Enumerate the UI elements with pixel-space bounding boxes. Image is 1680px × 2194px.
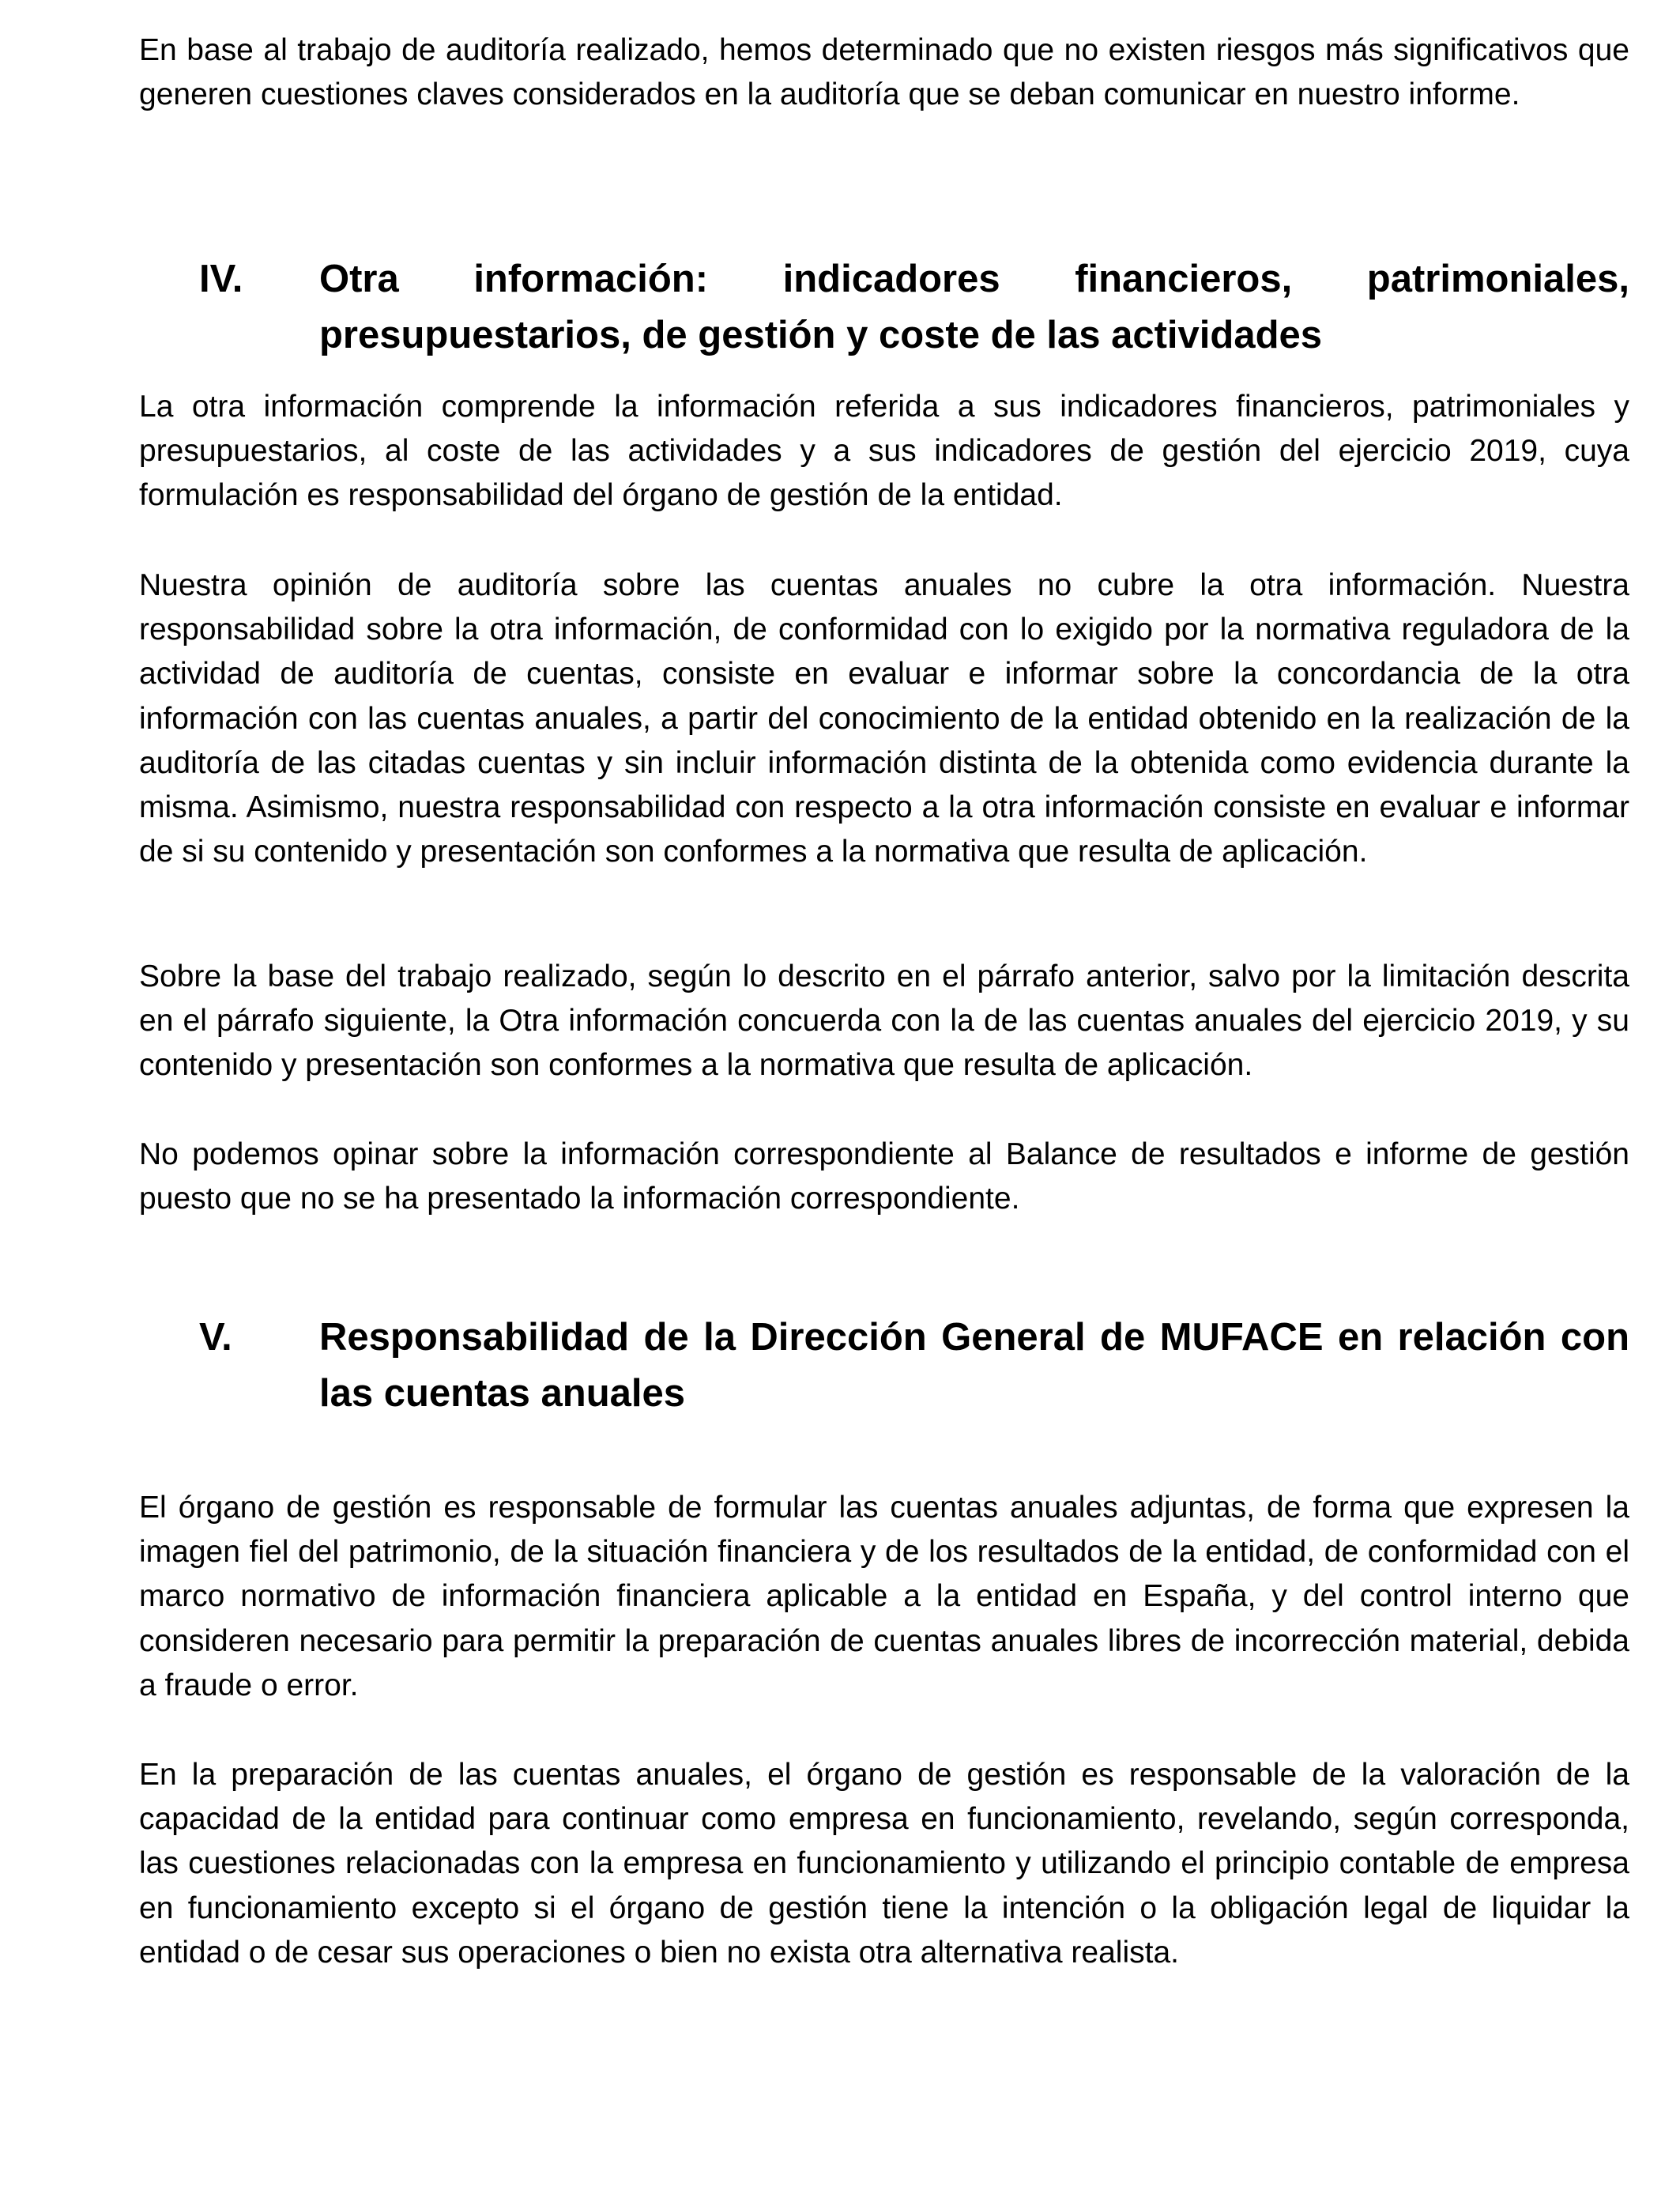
section-v-number: V.: [199, 1316, 232, 1359]
section-v-paragraph: El órgano de gestión es responsable de formular las cuentas anuales adjuntas, de forma que expresen la imagen fiel del patrimonio, de la situación financiera y de los resultados de la entidad, de conformidad con el marco normativo de información financiera aplicable a la entidad en España, y del control interno que consideren necesario para permitir la preparación de cuentas anuales libres de incorrección material, debida a fraude o error.: [139, 1491, 1629, 1702]
section-iv-paragraph: Nuestra opinión de auditoría sobre las cuentas anuales no cubre la otra información. Nuestra responsabilidad sobre la otra información, de conformidad con lo exigido por la normativa reguladora de la actividad de auditoría de cuentas, consiste en evaluar e informar sobre la concordancia de la otra información con las cuentas anuales, a partir del conocimiento de la entidad obtenido en la realización de la auditoría de las citadas cuentas y sin incluir información distinta de la obtenida como evidencia durante la misma. Asimismo, nuestra responsabilidad con respecto a la otra información consiste en evaluar e informar de si su contenido y presentación son conformes a la normativa que resulta de aplicación.: [139, 568, 1629, 869]
section-iv-paragraph: No podemos opinar sobre la información correspondiente al Balance de resultados e informe de gestión puesto que no se ha presentado la información correspondiente.: [139, 1137, 1629, 1216]
section-iv-heading: [139, 251, 1629, 364]
section-iv-paragraph: La otra información comprende la información referida a sus indicadores financieros, patrimoniales y presupuestarios, al coste de las actividades y a sus indicadores de gestión del ejercicio 2019, cuya formulación es responsabilidad del órgano de gestión de la entidad.: [139, 390, 1629, 513]
section-iv-paragraph: Sobre la base del trabajo realizado, según lo descrito en el párrafo anterior, salvo por la limitación descrita en el párrafo siguiente, la Otra información concuerda con la de las cuentas anuales del ejercicio 2019, y su contenido y presentación son conformes a la normativa que resulta de aplicación.: [139, 959, 1629, 1083]
section-v-paragraph: En la preparación de las cuentas anuales, el órgano de gestión es responsable de la valoración de la capacidad de la entidad para continuar como empresa en funcionamiento, revelando, según corresponda, las cuestiones relacionadas con la empresa en funcionamiento y utilizando el principio contable de empresa en funcionamiento excepto si el órgano de gestión tiene la intención o la obligación legal de liquidar la entidad o de cesar sus operaciones o bien no exista otra alternativa realista.: [139, 1758, 1629, 1970]
section-v-title: Responsabilidad de la Dirección General de MUFACE en relación con las cuentas anuales: [319, 1316, 1629, 1415]
section-iv-title: Otra información: indicadores financieros, patrimoniales, presupuestarios, de gestión y coste de las actividades: [319, 258, 1629, 356]
section-v-heading: [139, 1310, 1629, 1422]
intro-paragraph: En base al trabajo de auditoría realizado, hemos determinado que no existen riesgos más significativos que generen cuestiones claves considerados en la auditoría que se deban comunicar en nuestro informe.: [139, 33, 1629, 112]
section-iv-number: IV.: [199, 258, 243, 300]
